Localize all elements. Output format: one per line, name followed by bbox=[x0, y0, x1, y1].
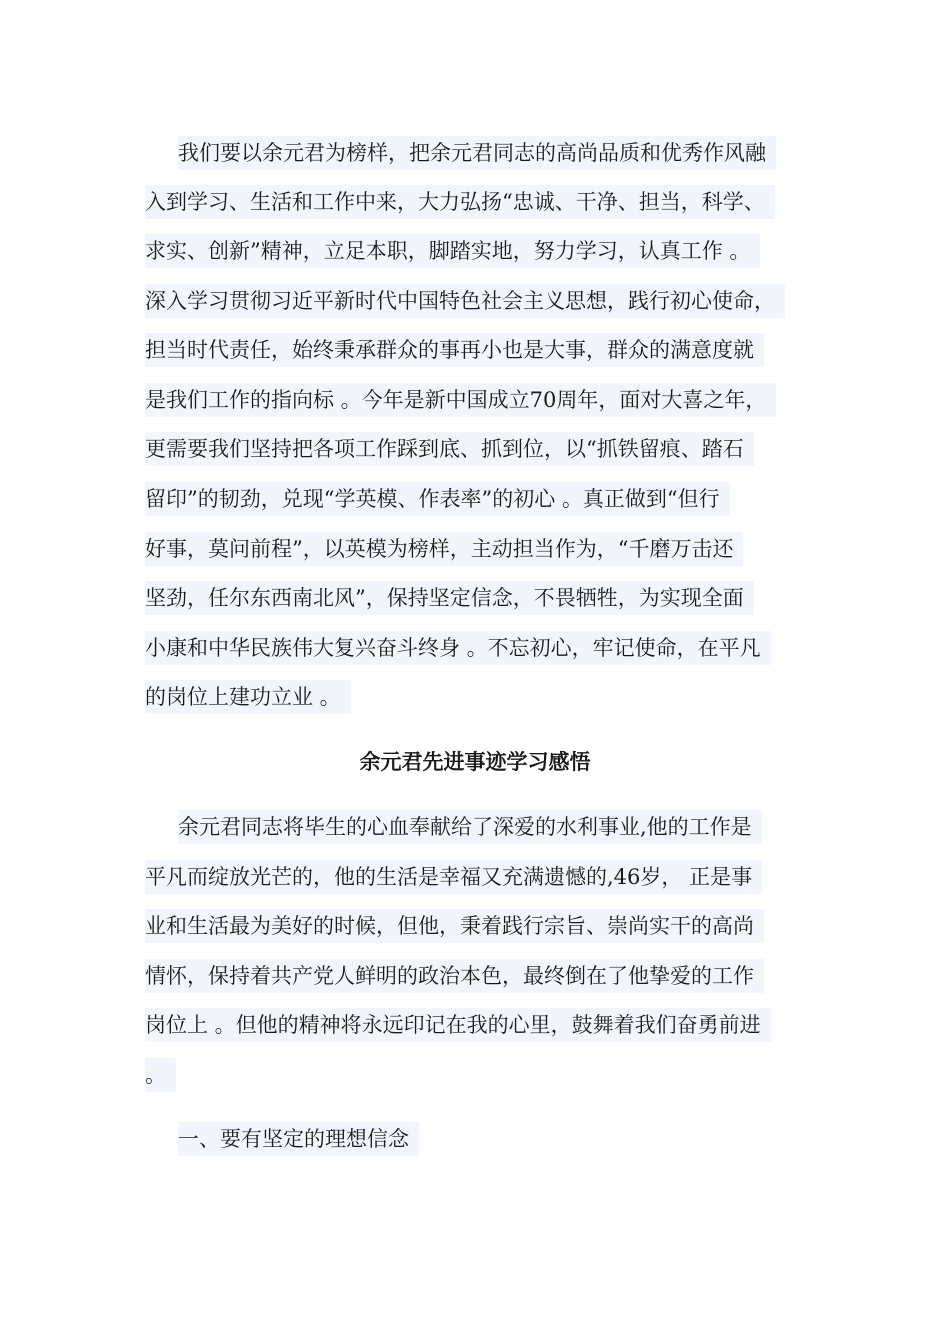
paragraph2-line-3: 业和生活最为美好的时候，但他，秉着践行宗旨、崇尚实干的高尚 bbox=[145, 909, 764, 943]
paragraph1-line-12: 的岗位上建功立业 。 bbox=[145, 680, 351, 714]
paragraph2-line-1: 余元君同志将毕生的心血奉献给了深爱的水利事业,他的工作是 bbox=[178, 810, 762, 844]
section1-title: 一、要有坚定的理想信念 bbox=[178, 1122, 419, 1156]
paragraph1-line-10: 坚劲，任尔东西南北风”，保持坚定信念，不畏牺牲，为实现全面 bbox=[145, 581, 754, 615]
paragraph2-line-6: 。 bbox=[145, 1058, 176, 1092]
paragraph2-line-2: 平凡而绽放光芒的，他的生活是幸福又充满遗憾的,46岁， 正是事 bbox=[145, 860, 762, 894]
paragraph1-line-5: 担当时代责任，始终秉承群众的事再小也是大事，群众的满意度就 bbox=[145, 333, 764, 367]
paragraph1-line-7: 更需要我们坚持把各项工作踩到底、抓到位，以“抓铁留痕、踏石 bbox=[145, 432, 754, 466]
section-heading: 余元君先进事迹学习感悟 bbox=[359, 750, 591, 774]
paragraph1-line-6: 是我们工作的指向标 。今年是新中国成立70周年，面对大喜之年， bbox=[145, 383, 776, 417]
paragraph1-line-4: 深入学习贯彻习近平新时代中国特色社会主义思想，践行初心使命， bbox=[145, 284, 785, 318]
paragraph1-line-11: 小康和中华民族伟大复兴奋斗终身 。不忘初心，牢记使命，在平凡 bbox=[145, 631, 771, 665]
paragraph1-line-2: 入到学习、生活和工作中来，大力弘扬“忠诚、干净、担当，科学、 bbox=[145, 185, 775, 219]
paragraph1-line-8: 留印”的韧劲，兑现“学英模、作表率”的初心 。真正做到“但行 bbox=[145, 482, 730, 516]
paragraph2-line-5: 岗位上 。但他的精神将永远印记在我的心里，鼓舞着我们奋勇前进 bbox=[145, 1008, 771, 1042]
paragraph1-line-1: 我们要以余元君为榜样，把余元君同志的高尚品质和优秀作风融 bbox=[178, 136, 776, 170]
paragraph2-line-4: 情怀，保持着共产党人鲜明的政治本色，最终倒在了他挚爱的工作 bbox=[145, 959, 764, 993]
paragraph1-line-3: 求实、创新”精神，立足本职，脚踏实地，努力学习，认真工作 。 bbox=[145, 234, 760, 268]
paragraph1-line-9: 好事，莫问前程”，以英模为榜样，主动担当作为，“千磨万击还 bbox=[145, 532, 743, 566]
